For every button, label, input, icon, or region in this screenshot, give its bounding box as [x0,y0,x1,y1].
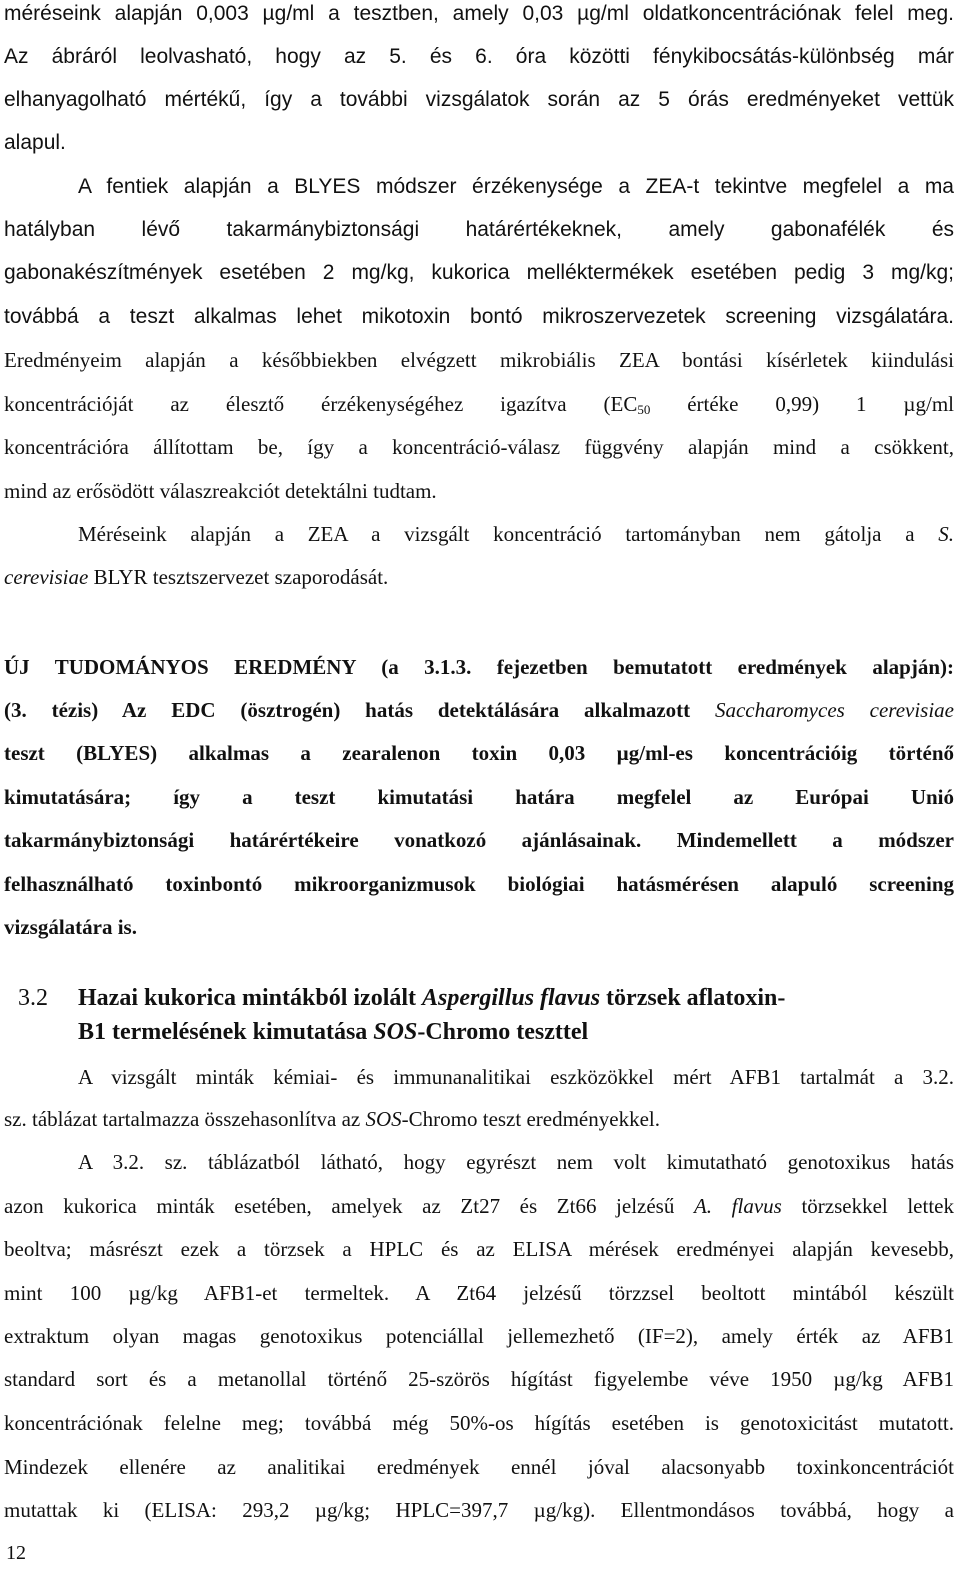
text-line: A 3.2. sz. táblázatból látható, hogy egyrészt nem volt kimutatható genotoxikus hatás [78,1150,954,1174]
result-line: felhasználható toxinbontó mikroorganizmusok biológiai hatásmérésen alapuló screening [4,872,954,896]
text-span: Méréseink alapján a ZEA a vizsgált koncentráció tartományban nem gátolja a [78,522,939,546]
text-line: gabonakészítmények esetében 2 mg/kg, kukorica melléktermékek esetében pedig 3 mg/kg; [4,261,954,284]
section-title [78,983,785,1013]
text-line: méréseink alapján 0,003 µg/ml a tesztben, amely 0,03 µg/ml oldatkoncentrációnak felel meg. [4,2,954,25]
text-span: törzsek aflatoxin- [600,985,786,1011]
text-span: koncentrációját az élesztő érzékenységéhez igazítva (EC [4,392,638,416]
text-line: A vizsgált minták kémiai- és immunanalitikai eszközökkel mért AFB1 tartalmát a 3.2. [78,1065,954,1089]
text-line [78,521,954,547]
text-line: Az ábráról leolvasható, hogy az 5. és 6. óra közötti fénykibocsátás-különbség már [4,45,954,68]
species-name: S. [938,522,954,546]
text-span: BLYR tesztszervezet szaporodását. [88,565,389,589]
text-span: -Chromo teszt eredményekkel. [401,1107,660,1131]
result-line: teszt (BLYES) alkalmas a zearalenon toxin 0,03 µg/ml-es koncentrációig történő [4,741,954,765]
text-span: sz. táblázat tartalmazza összehasonlítva az [4,1107,366,1131]
result-heading: ÚJ TUDOMÁNYOS EREDMÉNY (a 3.1.3. fejezetben bemutatott eredmények alapján): [4,655,954,679]
page-number: 12 [6,1542,26,1564]
text-line: alapul. [4,131,66,154]
subscript: 50 [637,402,651,417]
section-title [78,1017,588,1047]
text-line: beoltva; másrészt ezek a törzsek a HPLC és az ELISA mérések eredményei alapján kevesebb, [4,1237,954,1261]
test-name: SOS [373,1019,418,1045]
text-span: -Chromo teszttel [417,1019,589,1045]
species-name: Aspergillus flavus [422,985,601,1011]
test-name: SOS [365,1107,402,1131]
text-line: extraktum olyan magas genotoxikus potenciállal jellemezhető (IF=2), amely érték az AFB1 [4,1324,954,1348]
text-line: Eredményeim alapján a későbbiekben elvégzett mikrobiális ZEA bontási kísérletek kiindulási [4,348,954,372]
text-line [4,564,388,590]
text-line: mint 100 µg/kg AFB1-et termeltek. A Zt64 jelzésű törzzsel beoltott mintából készült [4,1281,954,1305]
text-line: mutattak ki (ELISA: 293,2 µg/kg; HPLC=397,7 µg/kg). Ellentmondásos továbbá, hogy a [4,1498,954,1522]
result-line [4,697,954,723]
text-line: Mindezek ellenére az analitikai eredmények ennél jóval alacsonyabb toxinkoncentrációt [4,1455,954,1479]
text-line [4,1106,660,1132]
text-line: elhanyagolható mértékű, így a további vizsgálatok során az 5 órás eredményeket vettük [4,88,954,111]
species-name: Saccharomyces cerevisiae [714,698,954,722]
text-line: standard sort és a metanollal történő 25-szörös hígítást figyelembe véve 1950 µg/kg AFB1 [4,1367,954,1391]
text-span: (3. tézis) Az EDC (ösztrogén) hatás detektálására alkalmazott [4,698,715,722]
text-span: törzsekkel lettek [781,1194,954,1218]
result-line: kimutatására; így a teszt kimutatási határa megfelel az Európai Unió [4,785,954,809]
text-line [4,391,954,417]
species-name: A. flavus [693,1194,782,1218]
text-line: hatályban lévő takarmánybiztonsági határértékeknek, amely gabonafélék és [4,218,954,241]
text-span: Hazai kukorica mintákból izolált [78,985,423,1011]
section-number: 3.2 [18,985,48,1011]
result-line: vizsgálatára is. [4,915,137,939]
text-span: azon kukorica minták esetében, amelyek az Zt27 és Zt66 jelzésű [4,1194,694,1218]
text-line: koncentrációra állítottam be, így a koncentráció-válasz függvény alapján mind a csökkent, [4,435,954,459]
species-name: cerevisiae [4,565,89,589]
text-line: koncentrációnak felelne meg; továbbá még 50%-os hígítás esetében is genotoxicitást mutatott. [4,1411,954,1435]
text-line: mind az erősödött válaszreakciót detektálni tudtam. [4,479,437,503]
text-line [4,1193,954,1219]
text-span: B1 termelésének kimutatása [78,1019,374,1045]
result-line: takarmánybiztonsági határértékeire vonatkozó ajánlásainak. Mindemellett a módszer [4,828,954,852]
text-span: értéke 0,99) 1 µg/ml [650,392,954,416]
text-line: továbbá a teszt alkalmas lehet mikotoxin bontó mikroszervezetek screening vizsgálatára. [4,305,954,328]
text-line: A fentiek alapján a BLYES módszer érzékenysége a ZEA-t tekintve megfelel a ma [78,175,954,198]
